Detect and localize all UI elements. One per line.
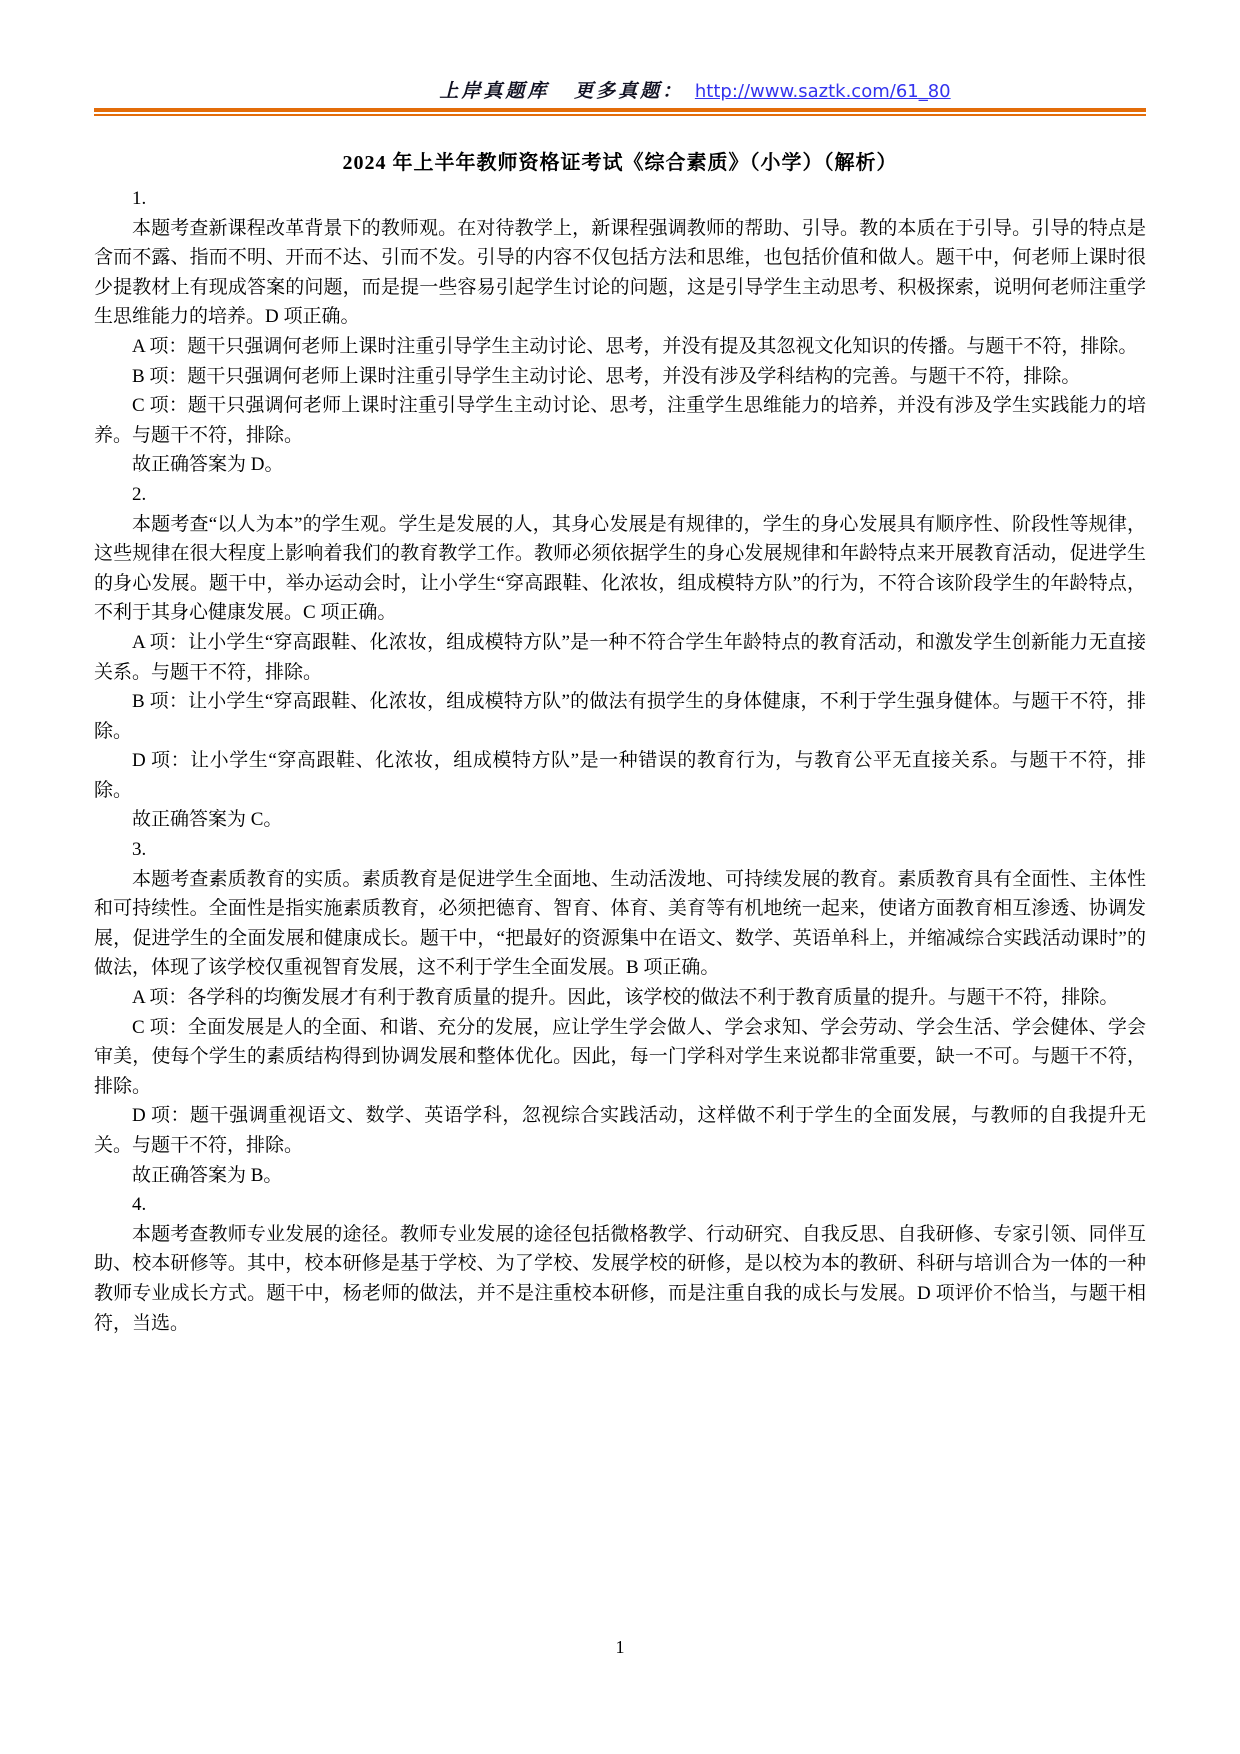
paragraph-option-c: C 项：全面发展是人的全面、和谐、充分的发展，应让学生学会做人、学会求知、学会劳动、学会生活、学会健体、学会审美，使每个学生的素质结构得到协调发展和整体优化。因此，每一门学科对学生来说都非常重要，缺一不可。与题干不符，排除。 <box>94 1016 1146 1097</box>
header-more-label: 更多真题： <box>574 81 685 102</box>
paragraph-analysis: 本题考查新课程改革背景下的教师观。在对待教学上，新课程强调教师的帮助、引导。教的本质在于引导。引导的特点是含而不露、指而不明、开而不达、引而不发。引导的内容不仅包括方法和思维，也包括价值和做人。题干中，何老师上课时很少提教材上有现成答案的问题，而是提一些容易引起学生讨论的问题，这是引导学生主动思考、积极探索，说明何老师注重学生思维能力的培养。D 项正确。 <box>94 217 1146 328</box>
paragraph-option-d: D 项：题干强调重视语文、数学、英语学科，忽视综合实践活动，这样做不利于学生的全面发展，与教师的自我提升无关。与题干不符，排除。 <box>94 1105 1146 1156</box>
paragraph-option-a: A 项：让小学生“穿高跟鞋、化浓妆，组成模特方队”是一种不符合学生年龄特点的教育活动，和激发学生创新能力无直接关系。与题干不符，排除。 <box>94 631 1146 683</box>
header-link[interactable]: http://www.saztk.com/61_80 <box>694 81 951 102</box>
paragraph-conclusion: 故正确答案为 D。 <box>132 454 284 476</box>
page-title: 2024 年上半年教师资格证考试《综合素质》（小学）（解析） <box>342 152 898 174</box>
page-footer <box>0 1637 1240 1658</box>
paragraph-option-b: B 项：题干只强调何老师上课时注重引导学生主动讨论、思考，并没有涉及学科结构的完善。与题干不符，排除。 <box>132 365 1081 387</box>
page-header <box>0 0 1240 103</box>
paragraph-conclusion: 故正确答案为 B。 <box>132 1164 283 1186</box>
paragraph-option-b: B 项：让小学生“穿高跟鞋、化浓妆，组成模特方队”的做法有损学生的身体健康，不利于学生强身健体。与题干不符，排除。 <box>94 691 1146 742</box>
document-body <box>94 184 1146 1338</box>
question-number: 3. <box>132 839 147 861</box>
header-divider-rule <box>94 108 1146 116</box>
paragraph-analysis: 本题考查教师专业发展的途径。教师专业发展的途径包括微格教学、行动研究、自我反思、自我研修、专家引领、同伴互助、校本研修等。其中，校本研修是基于学校、为了学校、发展学校的研修，是以校为本的教研、科研与培训合为一体的一种教师专业成长方式。题干中，杨老师的做法，并不是注重校本研修，而是注重自我的成长与发展。D 项评价不恰当，与题干相符，当选。 <box>94 1223 1146 1334</box>
page-number: 1 <box>615 1637 625 1657</box>
question-number: 1. <box>132 188 147 209</box>
paragraph-option-c: C 项：题干只强调何老师上课时注重引导学生主动讨论、思考，注重学生思维能力的培养，并没有涉及学生实践能力的培养。与题干不符，排除。 <box>94 395 1146 446</box>
question-number: 2. <box>132 483 147 505</box>
paragraph-option-a: A 项：各学科的均衡发展才有利于教育质量的提升。因此，该学校的做法不利于教育质量的提升。与题干不符，排除。 <box>132 987 1119 1009</box>
paragraph-option-a: A 项：题干只强调何老师上课时注重引导学生主动讨论、思考，并没有提及其忽视文化知识的传播。与题干不符，排除。 <box>132 335 1138 357</box>
paragraph-conclusion: 故正确答案为 C。 <box>132 809 283 831</box>
paragraph-analysis: 本题考查“以人为本”的学生观。学生是发展的人，其身心发展是有规律的，学生的身心发展具有顺序性、阶段性等规律，这些规律在很大程度上影响着我们的教育教学工作。教师必须依据学生的身心发展规律和年龄特点来开展教育活动，促进学生的身心发展。题干中，举办运动会时，让小学生“穿高跟鞋、化浓妆，组成模特方队”的行为，不符合该阶段学生的年龄特点，不利于其身心健康发展。C 项正确。 <box>94 513 1146 624</box>
question-number: 4. <box>132 1194 147 1216</box>
paragraph-analysis: 本题考查素质教育的实质。素质教育是促进学生全面地、生动活泼地、可持续发展的教育。素质教育具有全面性、主体性和可持续性。全面性是指实施素质教育，必须把德育、智育、体育、美育等有机地统一起来，使诸方面教育相互渗透、协调发展，促进学生的全面发展和健康成长。题干中，“把最好的资源集中在语文、数学、英语单科上，并缩减综合实践活动课时”的做法，体现了该学校仅重视智育发展，这不利于学生全面发展。B 项正确。 <box>94 868 1146 979</box>
header-site-label: 上岸真题库 <box>439 81 550 102</box>
paragraph-option-d: D 项：让小学生“穿高跟鞋、化浓妆，组成模特方队”是一种错误的教育行为，与教育公平无直接关系。与题干不符，排除。 <box>94 750 1146 801</box>
